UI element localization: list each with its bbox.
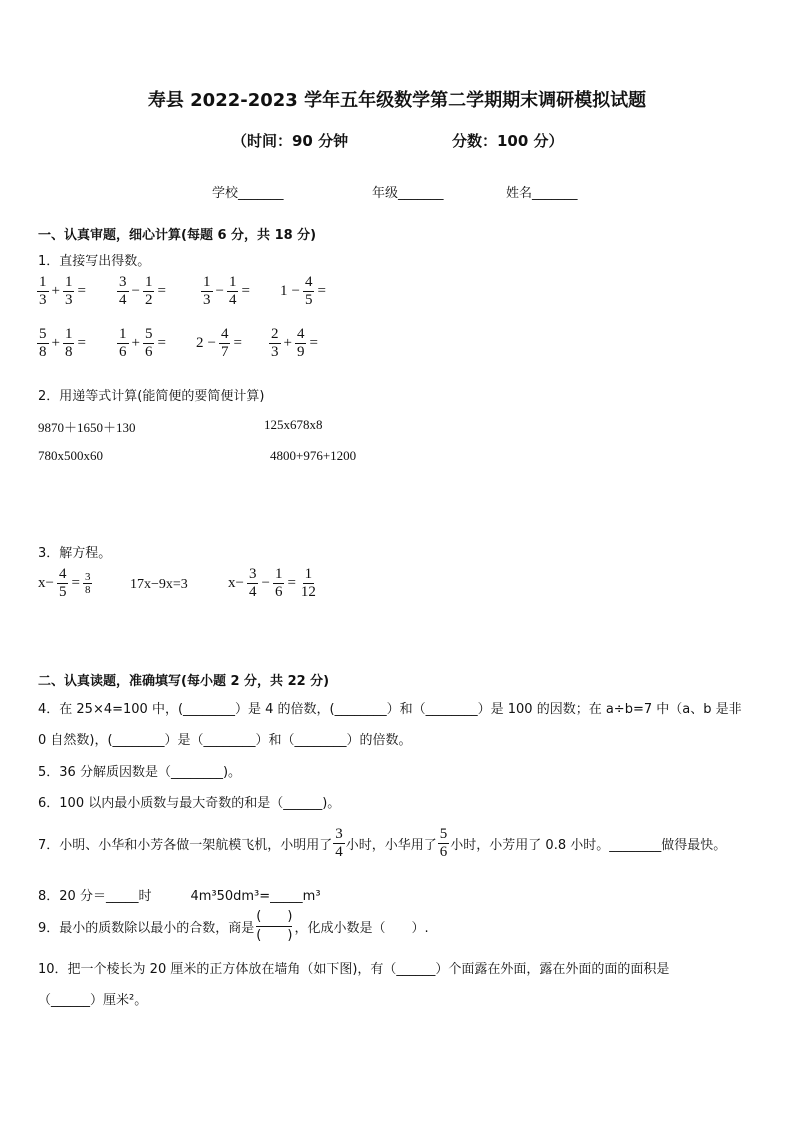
section-1-title: 一、认真审题，细心计算(每题 6 分，共 18 分) xyxy=(38,228,317,243)
q2-item-3: 780x500x60 xyxy=(38,448,103,463)
denominator: 2 xyxy=(144,292,153,308)
operator: − xyxy=(131,283,140,299)
denominator: 8 xyxy=(84,584,91,596)
section-2-title: 二、认真读题，准确填写(每小题 2 分，共 22 分) xyxy=(38,674,330,689)
school-field[interactable]: 学校_______ xyxy=(212,186,284,201)
q1-item-8 xyxy=(268,326,320,361)
numerator: 1 xyxy=(144,274,153,290)
q5-text: 5．36 分解质因数是（________)。 xyxy=(38,765,242,780)
q2-label: 2．用递等式计算(能简便的要简便计算) xyxy=(38,389,265,404)
q9-numerator-blank[interactable]: ( ) xyxy=(256,908,292,927)
q2-item-4: 4800+976+1200 xyxy=(270,448,357,463)
numerator: 3 xyxy=(335,826,343,842)
equals: = xyxy=(77,335,86,351)
q1-item-6 xyxy=(116,326,168,361)
denominator: 9 xyxy=(296,344,305,360)
denominator: 3 xyxy=(203,292,211,308)
operator: − xyxy=(215,283,224,299)
denominator: 5 xyxy=(304,292,313,308)
q7-text xyxy=(38,826,726,861)
q7-pre: 7．小明、小华和小芳各做一架航模飞机，小明用了 xyxy=(38,838,333,853)
numerator: 1 xyxy=(64,326,73,342)
numerator: 5 xyxy=(39,326,47,342)
denominator: 4 xyxy=(335,844,343,860)
equals: = xyxy=(287,575,296,591)
q4-line-2: 0 自然数)，(________）是（________）和（________）的倍数。 xyxy=(38,733,412,748)
q7-mid: 小时，小华用了 xyxy=(345,838,437,853)
operator: + xyxy=(131,335,140,351)
denominator: 8 xyxy=(39,344,47,360)
q7-post: 小时，小芳用了 0.8 小时。________做得最快。 xyxy=(450,838,727,853)
name-field[interactable]: 姓名_______ xyxy=(506,186,578,201)
denominator: 6 xyxy=(439,844,448,860)
operator: − xyxy=(261,575,270,591)
page-title: 寿县 2022-2023 学年五年级数学第二学期期末调研模拟试题 xyxy=(147,90,647,111)
operator: + xyxy=(283,335,292,351)
q4-line-1: 4．在 25×4=100 中，(________）是 4 的倍数，(________）和（________）是 100 的因数；在 a÷b=7 中（a、b 是非 xyxy=(38,702,742,717)
numerator: 1 xyxy=(39,274,47,290)
q3-equation-2: 17x−9x=3 xyxy=(130,577,188,592)
denominator: 6 xyxy=(144,344,153,360)
operator: + xyxy=(51,335,60,351)
equals: = xyxy=(157,335,166,351)
exam-score: 分数：100 分） xyxy=(452,132,564,150)
q8-text: 8．20 分＝_____时 4m³50dm³=_____m³ xyxy=(38,889,321,904)
denominator: 8 xyxy=(64,344,73,360)
equals: = xyxy=(71,575,80,591)
q1-item-2 xyxy=(116,274,168,309)
numerator: 5 xyxy=(144,326,153,342)
denominator: 6 xyxy=(274,584,283,600)
denominator: 5 xyxy=(58,584,67,600)
numerator: 3 xyxy=(248,566,257,582)
equation-prefix: x− xyxy=(228,575,244,591)
q9-text xyxy=(38,908,429,945)
numerator: 1 xyxy=(119,326,127,342)
numerator: 1 xyxy=(203,274,211,290)
q9-pre: 9．最小的质数除以最小的合数，商是 xyxy=(38,921,255,936)
q1-item-1 xyxy=(36,274,88,309)
grade-field[interactable]: 年级_______ xyxy=(372,186,444,201)
numerator: 3 xyxy=(84,571,91,583)
numerator: 4 xyxy=(58,566,67,582)
denominator: 4 xyxy=(228,292,237,308)
equals: = xyxy=(241,283,250,299)
q10-line-1: 10．把一个棱长为 20 厘米的正方体放在墙角（如下图)，有（______）个面露在外面，露在外面的面的面积是 xyxy=(38,962,670,977)
q3-label: 3．解方程。 xyxy=(38,546,112,561)
numerator: 1 xyxy=(304,566,313,582)
q2-item-1: 9870＋1650＋130 xyxy=(38,420,136,435)
numerator: 2 xyxy=(271,326,279,342)
denominator: 3 xyxy=(271,344,279,360)
q1-item-5 xyxy=(36,326,88,361)
q10-line-2: （______）厘米²。 xyxy=(38,993,148,1008)
denominator: 6 xyxy=(119,344,127,360)
operator: − xyxy=(207,335,216,351)
operator: + xyxy=(51,283,60,299)
equation-prefix: x− xyxy=(38,575,54,591)
numerator: 5 xyxy=(439,826,448,842)
equals: = xyxy=(317,283,326,299)
numerator: 4 xyxy=(304,274,313,290)
numerator: 4 xyxy=(220,326,229,342)
numerator: 3 xyxy=(119,274,127,290)
q3-equation-1 xyxy=(36,566,93,601)
q3-equation-3 xyxy=(226,566,319,601)
numerator: 1 xyxy=(64,274,73,290)
numerator: 1 xyxy=(228,274,237,290)
whole-number: 2 xyxy=(196,335,204,351)
numerator: 1 xyxy=(274,566,283,582)
numerator: 4 xyxy=(296,326,305,342)
q1-item-3 xyxy=(200,274,252,309)
equals: = xyxy=(309,335,318,351)
q6-text: 6．100 以内最小质数与最大奇数的和是（______)。 xyxy=(38,796,341,811)
q9-post: ，化成小数是（ ）. xyxy=(294,921,429,936)
denominator: 7 xyxy=(220,344,229,360)
denominator: 4 xyxy=(119,292,127,308)
q9-denominator-blank[interactable]: ( ) xyxy=(256,928,293,943)
q2-item-2: 125x678x8 xyxy=(264,417,323,432)
exam-time: （时间：90 分钟 xyxy=(232,132,349,150)
q1-item-7 xyxy=(194,326,244,361)
equals: = xyxy=(233,335,242,351)
denominator: 12 xyxy=(300,584,316,600)
equals: = xyxy=(157,283,166,299)
q1-item-4 xyxy=(278,274,328,309)
denominator: 4 xyxy=(248,584,257,600)
equals: = xyxy=(77,283,86,299)
whole-number: 1 xyxy=(280,283,288,299)
q1-label: 1．直接写出得数。 xyxy=(38,254,151,269)
denominator: 3 xyxy=(39,292,47,308)
denominator: 3 xyxy=(64,292,73,308)
operator: − xyxy=(291,283,300,299)
